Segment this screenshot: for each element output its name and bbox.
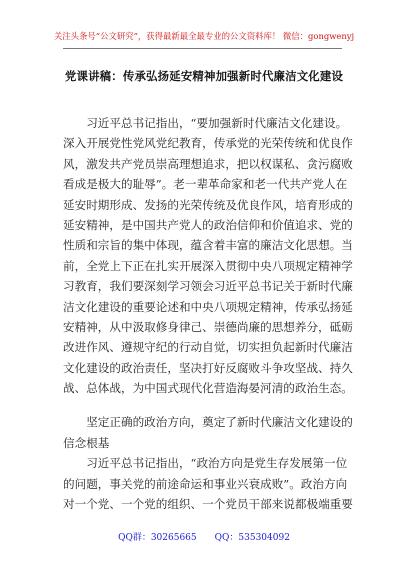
text-line: 洁文化建设的重要论述和中央八项规定精神，传承弘扬延 xyxy=(63,299,353,314)
paragraph-gap xyxy=(63,398,353,412)
text-line: 改进作风、遵规守纪的行动自觉，切实担负起新时代廉洁 xyxy=(63,340,353,355)
text-line: 习近平总书记指出，“政治方向是党生存发展第一位 xyxy=(63,456,348,471)
text-line: 习教育，我们要深刻学习领会习近平总书记关于新时代廉 xyxy=(63,279,353,294)
text-line: 延安时期形成、发扬的光荣传统及优良作风，培育形成的 xyxy=(63,197,353,212)
header-promo-note: 关注头条号“公文研究”，获得最新最全最专业的公文资料库！ 微信：gongwenyj xyxy=(53,31,355,41)
text-line: 习近平总书记指出，“要加强新时代廉洁文化建设。 xyxy=(63,116,348,130)
text-line: 性质和宗旨的集中体现，蕴含着丰富的廉洁文化思想。当 xyxy=(63,238,353,253)
text-line: 延安精神，是中国共产党人的政治信仰和价值追求、党的 xyxy=(63,217,353,232)
paragraph-1 xyxy=(63,113,353,398)
text-line: 对一个党、一个党的组织、一个党员干部来说都极端重要 xyxy=(63,497,353,512)
text-line: 坚定正确的政治方向，奠定了新时代廉洁文化建设的 xyxy=(63,415,353,430)
text-line: 的问题，事关党的前途命运和事业兴衰成败”。政治方向 xyxy=(63,476,348,491)
text-line: 前，全党上下正在扎实开展深入贯彻中央八项规定精神学 xyxy=(63,258,353,273)
document-body xyxy=(63,113,353,514)
footer-contact xyxy=(0,532,408,544)
text-line: 深入开展党性党风党纪教育，传承党的光荣传统和优良作 xyxy=(63,136,353,151)
section-heading xyxy=(63,412,353,453)
footer-qq-group: QQ群：30265665 xyxy=(118,533,197,543)
footer-qq-number: QQ：535304092 xyxy=(214,533,290,543)
paragraph-2 xyxy=(63,453,353,514)
text-line: 安精神，从中汲取修身律己、崇德尚廉的思想养分，砥砺 xyxy=(63,319,353,334)
text-line: 看成是极大的耻辱”。老一辈革命家和老一代共产党人在 xyxy=(63,177,348,192)
text-line: 信念根基 xyxy=(63,435,110,450)
document-title: 党课讲稿：传承弘扬延安精神加强新时代廉洁文化建设 xyxy=(64,69,344,83)
header-divider xyxy=(63,48,342,49)
text-line: 战、总体战，为中国式现代化营造海晏河清的政治生态。 xyxy=(63,381,353,396)
text-line: 文化建设的政治责任，坚决打好反腐败斗争攻坚战、持久 xyxy=(63,360,353,375)
text-line: 风，激发共产党员崇高理想追求，把以权谋私、贪污腐败 xyxy=(63,156,353,171)
